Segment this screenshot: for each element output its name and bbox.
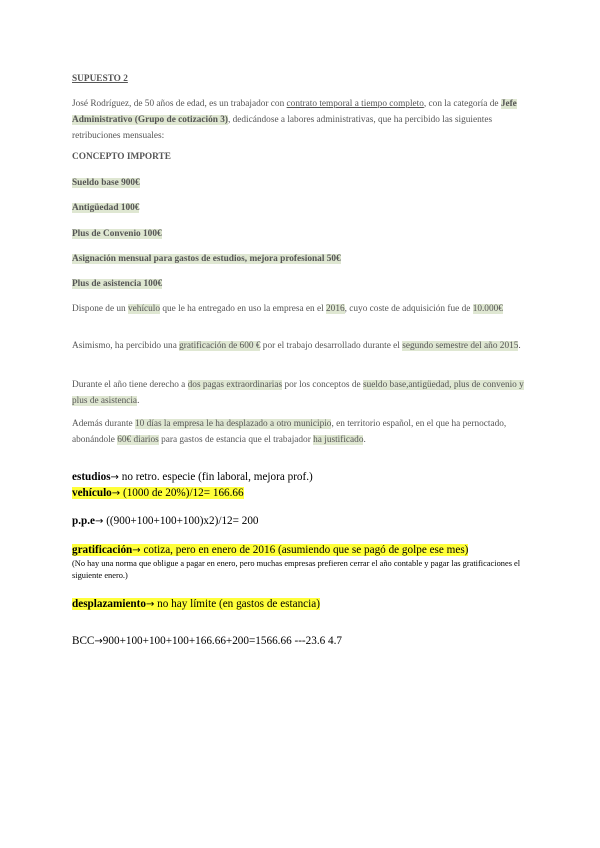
note-estudios: estudios→ no retro. especie (fin laboral, mejora prof.) xyxy=(72,471,313,483)
arrow-icon: → xyxy=(110,472,119,483)
intro-category: Jefe Administrativo (Grupo de cotización 3) xyxy=(72,99,517,125)
note-bcc: BCC→900+100+100+100+166.66+200=1566.66 ---23.6 4.7 xyxy=(72,635,343,647)
concept-item: Antigüedad 100€ xyxy=(72,203,140,213)
arrow-icon: → xyxy=(132,545,141,556)
concept-header: CONCEPTO IMPORTE xyxy=(72,152,171,162)
arrow-icon: → xyxy=(111,488,121,499)
concept-item: Asignación mensual para gastos de estudios, mejora profesional 50€ xyxy=(72,254,341,264)
intro-text-1: José Rodríguez, de 50 años de edad, es un trabajador con xyxy=(72,99,287,109)
travel-paragraph: Además durante 10 días la empresa le ha desplazado a otro municipio, en territorio español, en el que ha pernoctado, abonándole 60€ diarios para gastos de estancia que el trabajador ha justificado. xyxy=(72,419,507,445)
note-gratificacion: gratificación→ cotiza, pero en enero de 2016 (asumiendo que se pagó de golpe ese mes) xyxy=(72,544,469,556)
intro-paragraph xyxy=(72,96,528,144)
concept-item: Plus de Convenio 100€ xyxy=(72,229,162,239)
intro-contract: contrato temporal a tiempo completo xyxy=(286,99,424,109)
arrow-icon: → xyxy=(145,599,155,610)
intro-text-3: , dedicándose a labores administrativas, que ha percibido las siguientes retribuciones mensuales: xyxy=(72,115,493,141)
arrow-icon: → xyxy=(95,516,104,527)
concept-item: Sueldo base 900€ xyxy=(72,178,140,188)
concept-item: Plus de asistencia 100€ xyxy=(72,279,163,289)
arrow-icon: → xyxy=(94,636,103,647)
vehicle-paragraph: Dispone de un vehículo que le ha entregado en uso la empresa en el 2016, cuyo coste de adquisición fue de 10.000€ xyxy=(72,304,503,314)
note-vehiculo: vehículo→ (1000 de 20%)/12= 166.66 xyxy=(72,487,244,499)
intro-text-2: , con la categoría de xyxy=(423,99,501,109)
note-gratificacion-detail: (No hay una norma que obligue a pagar en enero, pero muchas empresas prefieren cerrar el año contable y pagar las gratificaciones el siguiente enero.) xyxy=(72,559,521,580)
extra-pay-paragraph: Durante el año tiene derecho a dos pagas extraordinarias por los conceptos de sueldo base,antigüedad, plus de convenio y plus de asistencia. xyxy=(72,380,524,406)
note-desplazamiento: desplazamiento→ no hay límite (en gastos de estancia) xyxy=(72,598,320,610)
note-ppe: p.p.e→ ((900+100+100+100)x2)/12= 200 xyxy=(72,515,259,527)
document-title: SUPUESTO 2 xyxy=(72,74,128,84)
bonus-paragraph: Asimismo, ha percibido una gratificación de 600 € por el trabajo desarrollado durante el segundo semestre del año 2015. xyxy=(72,341,521,351)
